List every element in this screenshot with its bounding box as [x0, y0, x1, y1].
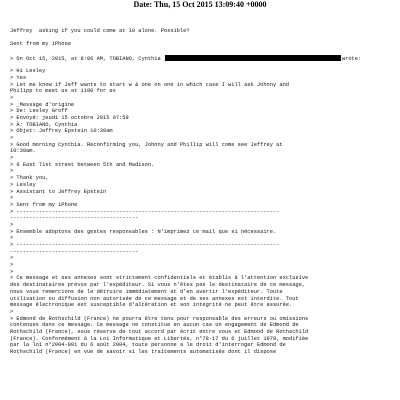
quoted-header-line: [10, 55, 398, 62]
email-line: 10:30am.: [10, 148, 36, 155]
redaction-bar: [165, 55, 341, 61]
email-line: >: [10, 195, 14, 202]
quoted-header-prefix: > On Oct 15, 2015, at 8:06 AM, TOBIANO, Cynthia: [10, 55, 164, 62]
email-line: >: [10, 221, 14, 228]
email-line: > Lesley: [10, 181, 36, 188]
email-date-header: Date: Thu, 15 Oct 2015 13:09:40 +0000: [133, 0, 267, 9]
blank-line: [10, 61, 398, 68]
separator-line: ----------------------------------------: [10, 215, 139, 222]
email-line: Philipp to meet us at 1100 for ex: [10, 88, 116, 95]
disclaimer-line: nous vous remercions de le détruire immédiatement et d'en avertir l'expéditeur. Toute: [10, 288, 283, 295]
email-line: > Hi Lesley: [10, 68, 46, 75]
email-line: > Objet: Jeffrey Epstein 10:30am: [10, 128, 113, 135]
disclaimer-line: utilisation ou diffusion non autorisée de ce message et de ses annexes est interdite. Tout: [10, 295, 299, 302]
email-line: > Good morning Cynthia. Reconfirming you, Johnny and Phillip will come see Jeffrey at: [10, 141, 283, 148]
email-line: > Yes: [10, 74, 27, 81]
email-line: >: [10, 155, 14, 162]
email-line: >: [10, 235, 14, 242]
email-line: > Assistant to Jeffrey Epstein: [10, 188, 107, 195]
email-line: > Envoyé: jeudi 15 octobre 2015 07:59: [10, 114, 129, 121]
email-line: >: [10, 308, 14, 315]
quoted-header-suffix: wrote:: [341, 55, 362, 62]
email-line: >: [10, 262, 14, 269]
separator-line: ----------------------------------------: [10, 248, 139, 255]
disclaimer-line: Rothschild (France) en vue de savoir si les traitements automatisés dont il dispose: [10, 349, 277, 355]
disclaimer-line: (France). Conformément à la Loi Informatique et Libertés, n°78-17 du 6 juillet 1978, modifiée: [10, 335, 309, 342]
email-line: >: [10, 268, 14, 275]
email-line: >: [10, 135, 14, 141]
email-line: > De: Lesley Groff: [10, 108, 68, 115]
email-line: > 9 East 71st street between 5th and Madison.: [10, 161, 155, 168]
separator-line: > ----------------------------------------------------------------------------------: [10, 208, 280, 215]
email-line: > Sent from my iPhone: [10, 201, 78, 208]
blank-line: [10, 48, 398, 55]
separator-line: > ----------------------------------------------------------------------------------: [10, 242, 280, 248]
disclaimer-line: > Ce message et ses annexes sont strictement confidentiels et établis à l'attention exclusive: [10, 275, 309, 282]
email-line: >: [10, 255, 14, 262]
email-line: > Thank you,: [10, 175, 49, 182]
disclaimer-line: par la loi n°2004-801 du 6 août 2004, toute personne a le droit d'interroger Edmond de: [10, 342, 286, 349]
email-line: > _Message d'origine: [10, 101, 75, 108]
email-line: Jeffrey asking if you could come at 10 alone. Possible?: [10, 28, 190, 34]
disclaimer-line: Rothschild (France), sous réserve de tout accord par écrit entre vous et Edmond de Rothschild: [10, 328, 309, 335]
email-line: Sent from my iPhone: [10, 41, 71, 48]
disclaimer-line: > Edmond de Rothschild (France) ne pourra être tenu pour responsable des erreurs ou omissions: [10, 315, 309, 322]
email-body: [10, 28, 398, 356]
blank-line: [10, 35, 398, 42]
disclaimer-line: des destinataires prévus par l'expéditeur. Si vous n'êtes pas le destinataire de ce message,: [10, 282, 306, 289]
email-line: > À: TOBIANO, Cynthia: [10, 121, 78, 128]
disclaimer-line: contenues dans ce message. Ce message ne constitue en aucun cas un engagement de Edmond de: [10, 322, 299, 329]
email-line: >: [10, 168, 14, 175]
email-line: >: [10, 94, 14, 101]
disclaimer-line: message électronique est susceptible d'altération et son intégrité ne peut être assurée.: [10, 302, 293, 309]
email-line: > Let me know if Jeff wants to start w & one on one in which case I will ask Johnny and: [10, 81, 289, 88]
email-line: > Ensemble adoptons des gestes responsables : N'imprimez ce mail que si nécessaire.: [10, 228, 277, 235]
